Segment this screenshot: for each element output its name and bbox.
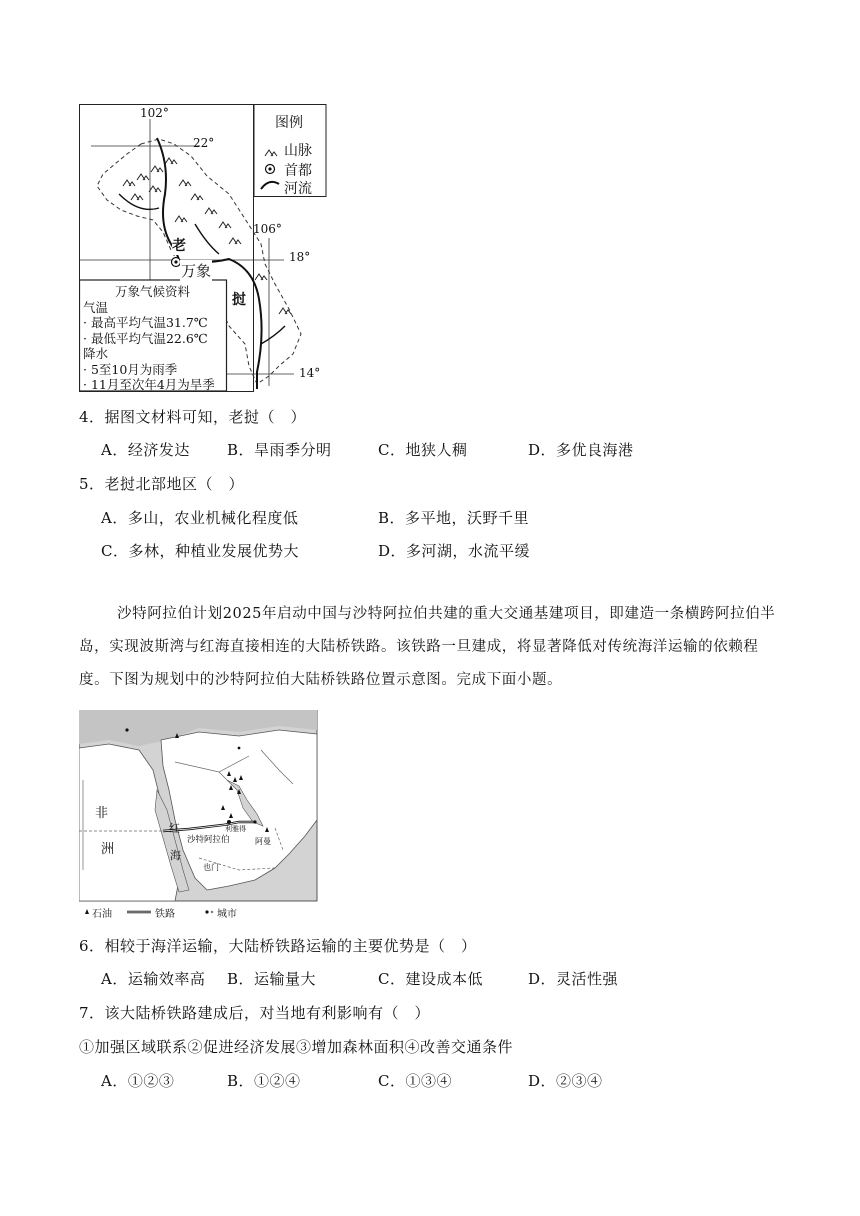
q4-option-d[interactable]: D．多优良海港	[528, 441, 634, 459]
q6-option-b[interactable]: B．运输量大	[227, 970, 317, 988]
q6-option-c[interactable]: C．建设成本低	[378, 970, 483, 988]
q4-stem: 4．据图文材料可知，老挝（ ）	[79, 408, 307, 426]
climate-line-2: · 最低平均气温22.6℃	[83, 330, 208, 346]
capital-label: 万象	[181, 262, 212, 280]
legend-mountain: 山脉	[284, 143, 312, 159]
legend-title: 图例	[275, 115, 303, 131]
q6-stem: 6．相较于海洋运输，大陆桥铁路运输的主要优势是（ ）	[79, 937, 477, 955]
q4-option-b[interactable]: B．旱雨季分明	[227, 441, 332, 459]
legend-oil: 石油	[92, 909, 112, 920]
q6-option-a[interactable]: A．运输效率高	[101, 970, 206, 988]
oman-label: 阿曼	[255, 837, 271, 846]
q5-option-b[interactable]: B．多平地，沃野千里	[378, 509, 530, 527]
lat-14-label: 14°	[299, 366, 321, 380]
riyadh-label: 利雅得	[225, 825, 246, 833]
climate-box	[79, 284, 226, 393]
laos-char-1: 老	[172, 235, 186, 255]
legend-railway: 铁路	[155, 909, 175, 920]
q7-stem: 7．该大陆桥铁路建成后，对当地有利影响有（ ）	[79, 1004, 431, 1022]
lon-106-label: 106°	[253, 222, 282, 236]
q7-option-c[interactable]: C．①③④	[378, 1072, 452, 1090]
legend-city: 城市	[217, 909, 237, 920]
lat-22-label: 22°	[193, 136, 215, 150]
saudi-label: 沙特阿拉伯	[187, 835, 230, 845]
legend-river: 河流	[284, 181, 312, 197]
climate-title: 万象气候资料	[114, 284, 190, 299]
saudi-railway-map	[79, 710, 319, 920]
climate-line-3: · 5至10月为雨季	[83, 361, 178, 377]
climate-line-1: · 最高平均气温31.7℃	[83, 315, 208, 330]
africa-char-1: 非	[95, 806, 109, 821]
q7-option-a[interactable]: A．①②③	[101, 1072, 175, 1090]
legend-capital: 首都	[284, 163, 312, 179]
q7-items: ①加强区域联系②促进经济发展③增加森林面积④改善交通条件	[79, 1038, 514, 1056]
lat-18-label: 18°	[289, 250, 311, 264]
q6-option-d[interactable]: D．灵活性强	[528, 970, 619, 988]
red-sea-char-1: 红	[169, 822, 180, 835]
q5-option-d[interactable]: D．多河湖，水流平缓	[378, 542, 531, 560]
climate-rain-head: 降水	[83, 346, 109, 361]
q5-option-a[interactable]: A．多山，农业机械化程度低	[101, 509, 299, 527]
saudi-map-graphic	[79, 710, 319, 920]
climate-temp-head: 气温	[83, 299, 109, 315]
laos-char-2: 挝	[232, 289, 246, 309]
q7-option-d[interactable]: D．②③④	[528, 1072, 603, 1090]
red-sea-char-2: 海	[170, 849, 181, 862]
q4-option-a[interactable]: A．经济发达	[101, 441, 190, 459]
yemen-label: 也门	[203, 863, 219, 872]
africa-char-2: 洲	[101, 842, 115, 857]
laos-map	[79, 104, 327, 392]
q7-option-b[interactable]: B．①②④	[227, 1072, 301, 1090]
q5-stem: 5．老挝北部地区（ ）	[79, 475, 245, 493]
passage-text: 沙特阿拉伯计划2025年启动中国与沙特阿拉伯共建的重大交通基建项目，即建造一条横跨阿拉伯半岛，实现波斯湾与红海直接相连的大陆桥铁路。该铁路一旦建成，将显著降低对传统海洋运输的依赖程度。下图为规划中的沙特阿拉伯大陆桥铁路位置示意图。完成下面小题。	[79, 606, 776, 688]
q4-option-c[interactable]: C．地狭人稠	[378, 441, 468, 459]
climate-line-4: · 11月至次年4月为旱季	[83, 377, 215, 392]
lon-102-label: 102°	[140, 106, 169, 120]
q5-option-c[interactable]: C．多林，种植业发展优势大	[101, 542, 299, 560]
